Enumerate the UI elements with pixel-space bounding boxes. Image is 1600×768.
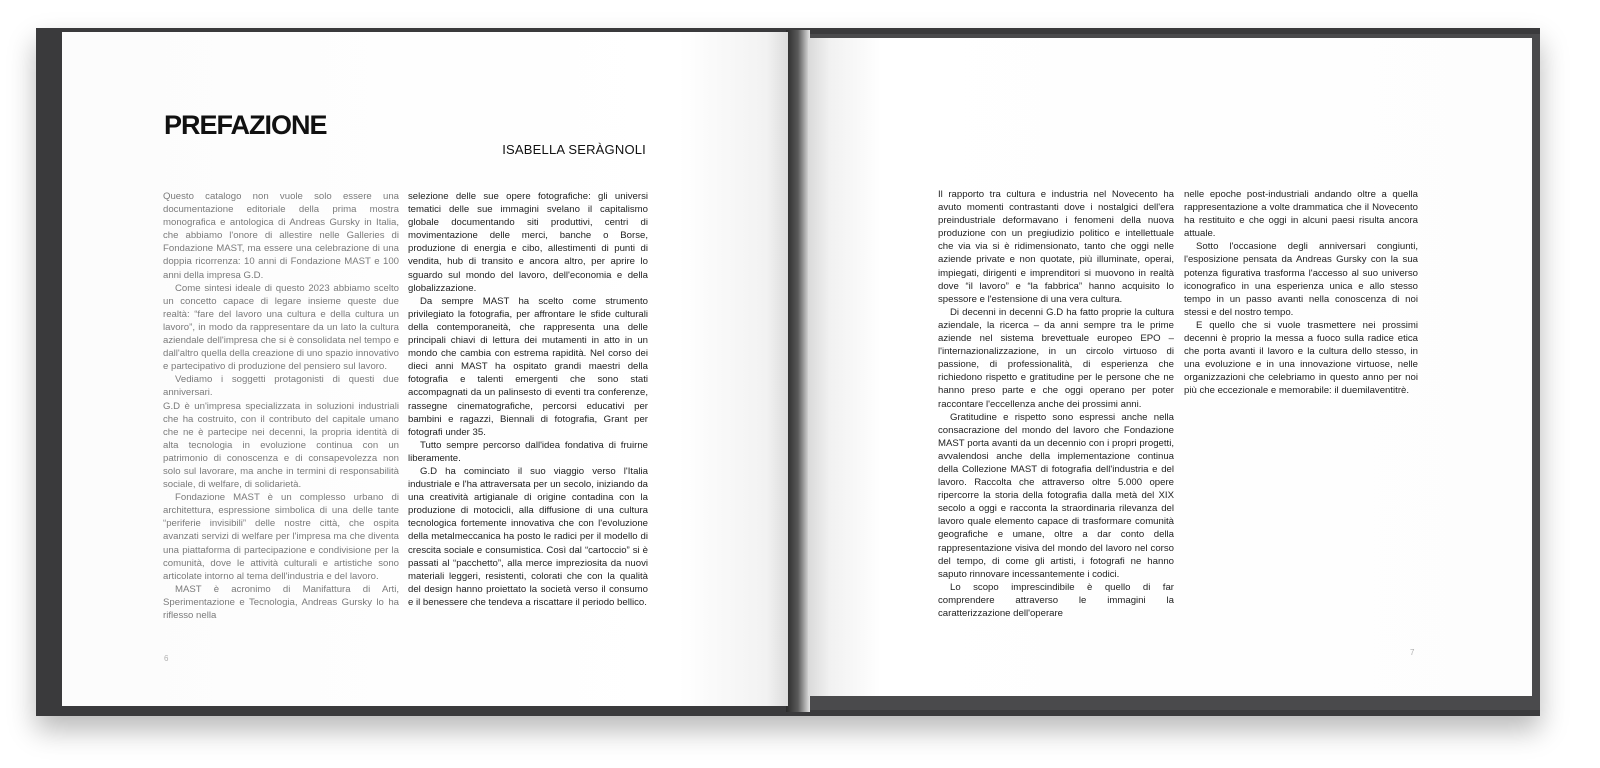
page-number-left: 6 <box>164 654 169 663</box>
paragraph: Di decenni in decenni G.D ha fatto proprie la cultura aziendale, la ricerca – da anni sempre tra le prime aziende nel sistema brevettuale europeo EPO – l'internazionalizzazione, in un circolo virtuoso di passione, di professionalità, di esperienza che richiedono rispetto e gratitudine per le persone che ne hanno preso parte e che oggi operano per poter raccontare l'eccellenza anche dei prossimi anni. <box>938 306 1174 410</box>
left-text-column-1 <box>163 190 399 622</box>
left-page <box>62 32 788 706</box>
paragraph: nelle epoche post-industriali andando oltre a quella rappresentazione a volte drammatica che il Novecento ha restituito e che oggi in alcuni paesi risulta ancora attuale. <box>1184 189 1418 240</box>
page-title: PREFAZIONE <box>164 110 327 140</box>
paragraph: Il rapporto tra cultura e industria nel Novecento ha avuto momenti contrastanti dove i nostalgici dell'era preindustriale deformavano i fenomeni della nuova produzione con un pregiudizio politico e intellettuale che via via si è ridimensionato, tanto che oggi nelle aziende private e non quotate, più illuminate, operai, impiegati, dirigenti e imprenditori si muovono in realtà dove “il lavoro” e “la fabbrica” hanno acquisito lo spessore e l'estensione di una vera cultura. <box>938 189 1174 305</box>
right-page <box>808 38 1532 696</box>
author-name: ISABELLA SERÀGNOLI <box>502 142 646 157</box>
paragraph: Come sintesi ideale di questo 2023 abbiamo scelto un concetto capace di legare insieme queste due realtà: “fare del lavoro una cultura e della cultura un lavoro”, in modo da rappresentare da un lato la cultura aziendale dell'impresa che si è consolidata nel tempo e dall'altro quella della creazione di uno spazio innovativo e partecipativo di produzione del pensiero sul lavoro. <box>163 282 399 373</box>
paragraph: Gratitudine e rispetto sono espressi anche nella consacrazione del mondo del lavoro che Fondazione MAST porta avanti da un decennio con i propri progetti, avvalendosi anche della implementazione continua della Collezione MAST di fotografia dell'industria e del lavoro. Raccolta che attraverso oltre 5.000 opere ripercorre la storia della fotografia dalla metà del XIX secolo a oggi e racconta la straordinaria rilevanza del lavoro quale elemento capace di trasformare comunità geografiche e umane, oltre a dar conto della rappresentazione visiva del mondo del lavoro nel corso del tempo, di come gli artisti, i fotografi ne hanno saputo rinnovare incessantemente i codici. <box>938 411 1174 580</box>
page-number-right: 7 <box>1410 648 1415 657</box>
paragraph: Da sempre MAST ha scelto come strumento privilegiato la fotografia, per affrontare le sfide culturali della contemporaneità, che rappresenta una delle principali chiavi di lettura dei mutamenti in atto in un mondo che cambia con estrema rapidità. Nel corso dei dieci anni MAST ha ospitato grandi maestri della fotografia e talenti emergenti che sono stati accompagnati da un palinsesto di eventi tra conferenze, rassegne cinematografiche, percorsi educativi per bambini e ragazzi, Biennali di fotografia, Grant per fotografi under 35. <box>408 295 648 438</box>
paragraph: Tutto sempre percorso dall'idea fondativa di fruirne liberamente. <box>408 439 648 464</box>
paragraph: Vediamo i soggetti protagonisti di questi due anniversari. <box>163 374 399 399</box>
right-text-column-2 <box>1184 188 1418 398</box>
paragraph: E quello che si vuole trasmettere nei prossimi decenni è proprio la messa a fuoco sulla radice etica che porta avanti il lavoro e la cultura dello stesso, in una evoluzione e in una innovazione virtuose, nelle organizzazioni che celebriamo in questo anno per noi più che eccezionale e memorabile: il duemilaventitrè. <box>1184 319 1418 397</box>
paragraph: G.D ha cominciato il suo viaggio verso l'Italia industriale e l'ha attraversata per un secolo, iniziando da una creatività artigianale di origine contadina con la produzione di motocicli, alla diffusione di una cultura tecnologica fortemente innovativa che con l'evoluzione della metalmeccanica ha posto le radici per il modello di crescita sociale e consumistica. Così dal “cartoccio” si è passati al “pacchetto”, alla merce impreziosita da nuovi materiali leggeri, resistenti, colorati che con la qualità del design hanno proiettato la società verso il consumo e il benessere che tendeva a riscattare il periodo bellico. <box>408 465 648 608</box>
paragraph: Fondazione MAST è un complesso urbano di architettura, espressione simbolica di una delle tante “periferie invisibili” delle nostre città, che ospita avanzati servizi di welfare per l'impresa ma che diventa una piattaforma di partecipazione e condivisione per la comunità, dove le attività culturali e artistiche sono articolate intorno al tema dell'industria e del lavoro. <box>163 492 399 582</box>
paragraph: Sotto l'occasione degli anniversari congiunti, l'esposizione pensata da Andreas Gursky con la sua potenza figurativa trasforma l'accesso al suo universo iconografico in una esperienza unica e allo stesso tempo in un passo avanti nella conoscenza di noi stessi e del nostro tempo. <box>1184 241 1418 318</box>
paragraph: selezione delle sue opere fotografiche: gli universi tematici delle sue immagini svelano il capitalismo globale documentando siti produttivi, centri di movimentazione delle merci, banche o Borse, produzione di energia e cibo, allestimenti di punti di vendita, hub di transito e ancora altro, per aprire lo sguardo sul mondo del lavoro, dell'economia e della globalizzazione. <box>408 191 648 294</box>
paragraph: MAST è acronimo di Manifattura di Arti, Sperimentazione e Tecnologia, Andreas Gursky lo ha riflesso nella <box>163 583 399 621</box>
book-spine <box>786 30 810 712</box>
paragraph: Questo catalogo non vuole solo essere una documentazione editoriale della prima mostra monografica e antologica di Andreas Gursky in Italia, che abbiamo l'onore di allestire nelle Galleries di Fondazione MAST, ma essere una celebrazione di una doppia ricorrenza: 10 anni di Fondazione MAST e 100 anni della impresa G.D. <box>163 191 399 281</box>
paragraph: Lo scopo imprescindibile è quello di far comprendere attraverso le immagini la caratterizzazione dell'operare <box>938 581 1174 619</box>
left-text-column-2 <box>408 190 648 609</box>
paragraph: G.D è un'impresa specializzata in soluzioni industriali che ha costruito, con il contributo del capitale umano che ne è partecipe nei decenni, la propria identità di alta tecnologia in evoluzione continua con un patrimonio di conoscenza e di consapevolezza non solo sul lavorare, ma anche in termini di responsabilità sociale, di welfare, di solidarietà. <box>163 400 399 491</box>
right-text-column-1 <box>938 188 1174 620</box>
